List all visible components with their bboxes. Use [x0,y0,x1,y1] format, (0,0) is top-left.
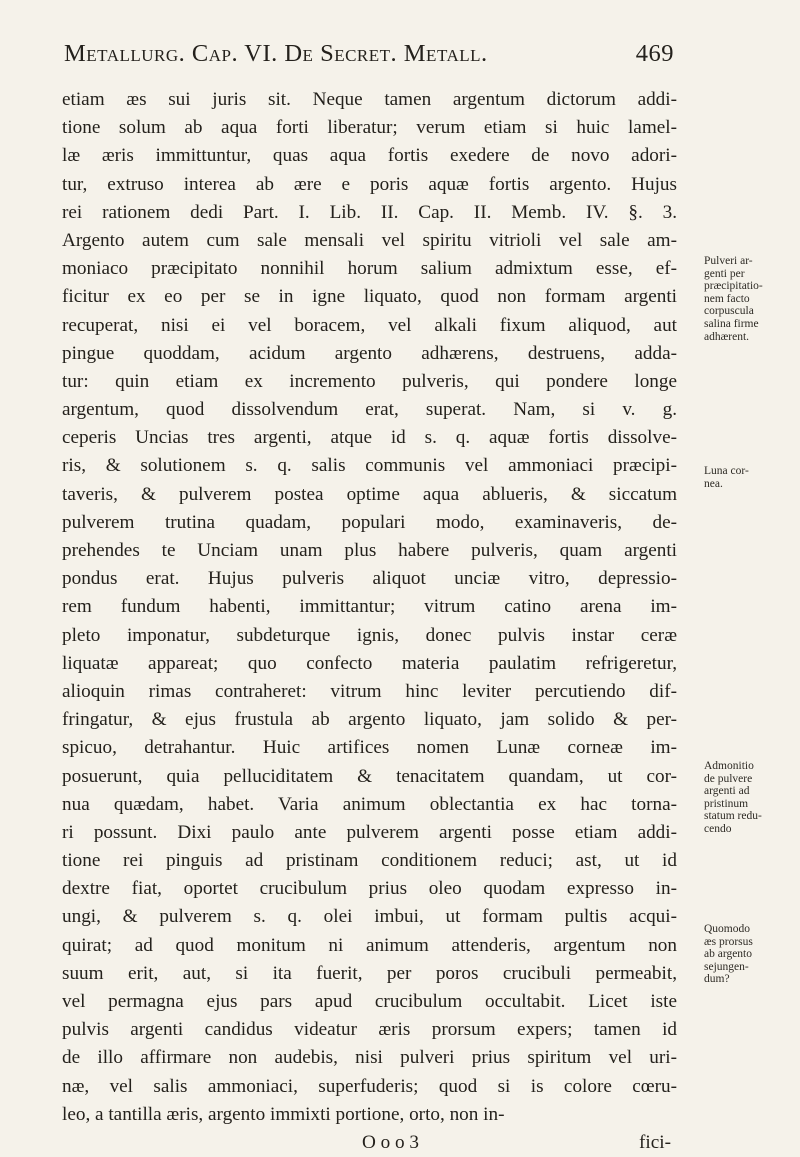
margin-note-quomodo [704,923,796,986]
text-line: Argento autem cum sale mensali vel spiritu vitrioli vel sale am- [62,229,677,251]
margin-note-line: ab argento [704,948,753,961]
header-title: Metallurg. Cap. VI. De Secret. Metall. [64,40,488,67]
text-line: dextre fiat, oportet crucibulum prius oleo quodam expresso in- [62,878,677,900]
text-line: ceperis Uncias tres argenti, atque id s. q. aquæ fortis dissolve- [62,427,677,449]
running-header [64,40,674,68]
text-line: ficitur ex eo per se in igne liquato, quod non formam argenti [62,286,677,308]
margin-note-line: argenti ad [704,785,750,798]
text-line: ris, & solutionem s. q. salis communis vel ammoniaci præcipi- [62,455,677,477]
margin-note-line: salina firme [704,317,759,330]
text-line: taveris, & pulverem postea optime aqua ablueris, & siccatum [62,483,677,505]
text-line: de illo affirmare non audebis, nisi pulveri prius spiritum vel uri- [62,1047,677,1069]
margin-note-line: nea. [704,477,723,490]
text-line: suum erit, aut, si ita fuerit, per poros crucibuli permeabit, [62,962,677,984]
text-line: etiam æs sui juris sit. Neque tamen argentum dictorum addi- [62,89,677,110]
main-text-block [62,86,677,1157]
text-line: recuperat, nisi ei vel boracem, vel alkali fixum aliquod, aut [62,314,677,336]
text-line: pleto imponatur, subdeturque ignis, donec pulvis instar ceræ [62,624,677,646]
margin-note-admonitio [704,760,796,836]
text-line: vel permagna ejus pars apud crucibulum occultabit. Licet iste [62,991,677,1012]
signature-line [62,1129,677,1157]
margin-note-silver-powder [704,255,796,343]
text-line: liquatæ appareat; quo confecto materia paulatim refrigeretur, [62,652,677,674]
margin-note-line: dum? [704,973,730,986]
text-line: spicuo, detrahantur. Huic artifices nomen Lunæ corneæ im- [62,737,677,759]
text-line: nua quædam, habet. Varia animum oblectantia ex hac torna- [62,793,677,815]
text-line: prehendes te Unciam unam plus habere pulveris, quam argenti [62,540,677,561]
text-line: tur: quin etiam ex incremento pulveris, qui pondere longe [62,370,677,392]
text-line: rem fundum habenti, immittantur; vitrum catino arena im- [62,596,677,618]
text-line: næ, vel salis ammoniaci, superfuderis; quod si is colore cœru- [62,1075,677,1097]
catchword: fici- [639,1131,671,1153]
margin-note-line: genti per [704,267,745,280]
margin-note-line: æs prorsus [704,935,753,948]
margin-note-luna-cornea [704,465,796,490]
text-line: pulverem trutina quadam, populari modo, examinaveris, de- [62,511,677,533]
text-line: tione rei pinguis ad pristinam conditionem reduci; ast, ut id [62,850,677,872]
signature-mark: O o o 3 [362,1131,420,1153]
text-line: argentum, quod dissolvendum erat, superat. Nam, si v. g. [62,399,677,421]
text-line: leo, a tantilla æris, argento immixti portione, orto, non in- [62,1103,505,1125]
margin-note-line: Admonitio [704,760,754,772]
margin-note-line: præcipitatio- [704,280,763,293]
text-line: moniaco præcipitato nonnihil horum salium admixtum esse, ef- [62,258,677,280]
margin-note-line: Quomodo [704,923,750,935]
text-line: ri possunt. Dixi paulo ante pulverem argenti posse etiam addi- [62,821,677,843]
text-line: pondus erat. Hujus pulveris aliquot unciæ vitro, depressio- [62,568,677,590]
margin-note-line: sejungen- [704,960,749,973]
page-number: 469 [635,40,674,67]
margin-note-line: pristinum [704,797,749,810]
text-line: fringatur, & ejus frustula ab argento liquato, jam solido & per- [62,709,677,731]
text-line: posuerunt, quia pelluciditatem & tenacitatem quandam, ut cor- [62,765,677,787]
text-line: rei rationem dedi Part. I. Lib. II. Cap. II. Memb. IV. §. 3. [62,201,677,223]
text-line: læ æris immittuntur, quas aqua fortis exedere de novo adori- [62,145,677,167]
margin-note-line: Luna cor- [704,465,749,477]
margin-note-line: Pulveri ar- [704,255,753,267]
text-line: quirat; ad quod monitum ni animum attenderis, argentum non [62,934,677,956]
text-line: pingue quoddam, acidum argento adhærens, destruens, adda- [62,342,677,364]
text-line: pulvis argenti candidus videatur æris prorsum expers; tamen id [62,1019,677,1041]
margin-note-line: de pulvere [704,772,753,785]
text-line: ungi, & pulverem s. q. olei imbui, ut formam pultis acqui- [62,906,677,928]
margin-note-line: cendo [704,822,732,835]
margin-note-line: adhærent. [704,330,750,343]
text-line: alioquin rimas contraheret: vitrum hinc leviter percutiendo dif- [62,680,677,702]
margin-note-line: statum redu- [704,810,762,823]
margin-note-line: corpuscula [704,305,754,318]
margin-note-line: nem facto [704,292,750,305]
text-line: tur, extruso interea ab ære e poris aquæ fortis argento. Hujus [62,173,677,195]
text-line: tione solum ab aqua forti liberatur; verum etiam si huic lamel- [62,117,677,139]
